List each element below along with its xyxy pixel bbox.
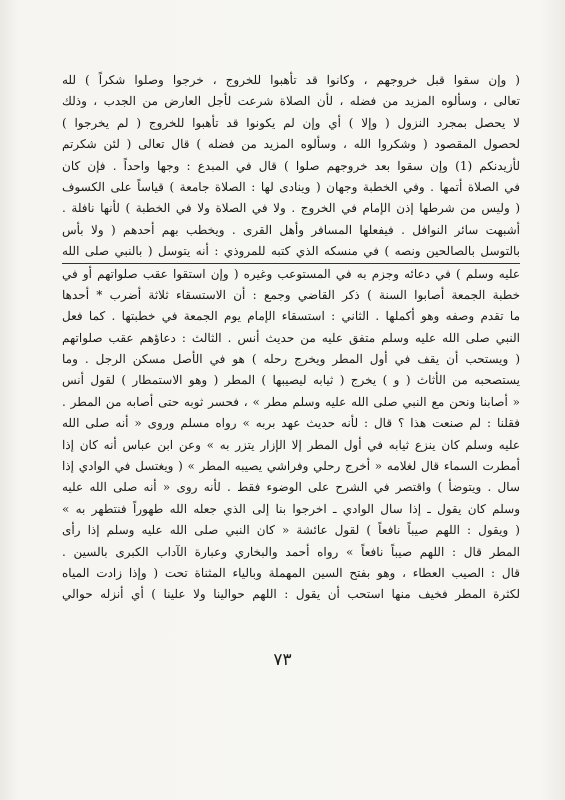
text-line: لا يحصل بمجرد النزول ( وإلا ) أي وإن لم يكونوا قد تأهبوا للخروج ( لم يخرجوا ) bbox=[62, 115, 520, 130]
text-line: تعالى ، وسألوه المزيد من فضله ، لأن الصلاة شرعت لأجل العارض من الجدب ، وذلك bbox=[62, 94, 520, 109]
page-body bbox=[62, 70, 520, 606]
text-line: وسلم كان يقول ـ إذا سال الوادي ـ اخرجوا بنا إلى الذي جعله الله طهوراً فنتطهر به » bbox=[62, 501, 520, 516]
text-line: خطبة الجمعة أصابوا السنة ) ذكر القاضي وجمع : أن الاستسقاء ثلاثة أضرب * أحدها bbox=[62, 287, 520, 302]
text-line: يستصحبه من الأثاث ( و ) يخرج ( ثيابه ليصيبها ) المطر ( وهو الاستمطار ) لقول أنس bbox=[62, 373, 520, 388]
text-line: ( ويقول : اللهم صيباً نافعاً ) لقول عائشة « كان النبي صلى الله عليه وسلم إذا رأى bbox=[62, 523, 520, 538]
text-line: أمطرت السماء قال لغلامه « أخرج رحلي وفراشي يصيبه المطر » ( ويغتسل في الوادي إذا bbox=[62, 459, 520, 474]
text-line: لأزيدنكم (1) وإن سقوا بعد خروجهم صلوا ) قال في المبدع : وجها واحداً . فإن كان bbox=[62, 158, 520, 173]
text-line: أشبهت سائر النوافل . فيفعلها المسافر وأهل القرى . ويخطب بهم أحدهم ( ولا بأس bbox=[62, 222, 520, 237]
page-number: ٧٣ bbox=[273, 650, 292, 670]
text-line: سال . ويتوضأ ) واقتصر في الشرح على الوضوء فقط . لأنه روى « أنه صلى الله عليه bbox=[62, 480, 520, 495]
text-line: ( وإن سقوا قبل خروجهم ، وكانوا قد تأهبوا للخروج ، خرجوا وصلوا شكراً ) لله bbox=[62, 73, 520, 87]
text-line: المطر قال : اللهم صيباً نافعاً » رواه أحمد والبخاري وعبارة الآداب الكبرى بالسين . bbox=[62, 544, 520, 559]
text-line: ( ويستحب أن يقف في أول المطر ويخرج رحله ) هو في الأصل مسكن الرجل . وما bbox=[62, 352, 520, 367]
text-line: لكثرة المطر فخيف منها استحب أن يقول : اللهم حوالينا ولا علينا ) أي أنزله حوالي bbox=[62, 587, 520, 602]
text-line: ( وليس من شرطها إذن الإمام في الخروج . ولا في الصلاة ولا في الخطبة ) لأنها نافلة . bbox=[62, 201, 520, 216]
text-line: قال : الصيب العطاء ، وهو بفتح السين المهملة وبالياء المثناة تحت ( وإذا زادت المياه bbox=[62, 565, 520, 580]
text-line: عليه وسلم كان ينزع ثيابه في أول المطر إلا الإزار يتزر به » وعن ابن عباس أنه كان إذا bbox=[62, 437, 520, 452]
text-line: لحصول المقصود ( وشكروا الله ، وسألوه المزيد من فضله ) قال تعالى ( لئن شكرتم bbox=[62, 137, 520, 152]
text-line: « أصابنا ونحن مع النبي صلى الله عليه وسلم مطر » ، فحسر ثوبه حتى أصابه من المطر . bbox=[62, 394, 520, 409]
text-line: في الصلاة أتمها . وفي الخطبة وجهان ( وينادى لها : الصلاة جامعة ) قياساً على الكسوف bbox=[62, 179, 520, 194]
text-line: ما تقدم وصفه وهو أكملها . الثاني : استسقاء الإمام يوم الجمعة في خطبتها . كما فعل bbox=[62, 309, 520, 324]
text-line: عليه وسلم ) في دعائه وجزم به في المستوعب وغيره ( وإن استقوا عقب صلواتهم أو في bbox=[62, 266, 520, 281]
text-line: النبي صلى الله عليه وسلم متفق عليه من حديث أنس . الثالث : دعاؤهم عقب صلواتهم bbox=[62, 330, 520, 345]
text-line-underlined: بالتوسل بالصالحين ونصه ) في منسكه الذي كتبه للمروذي : أنه يتوسل ( بالنبي صلى الله bbox=[62, 241, 520, 263]
text-line: فقلنا : لم صنعت هذا ؟ قال : لأنه حديث عهد بربه » رواه مسلم وروى « أنه صلى الله bbox=[62, 416, 520, 431]
